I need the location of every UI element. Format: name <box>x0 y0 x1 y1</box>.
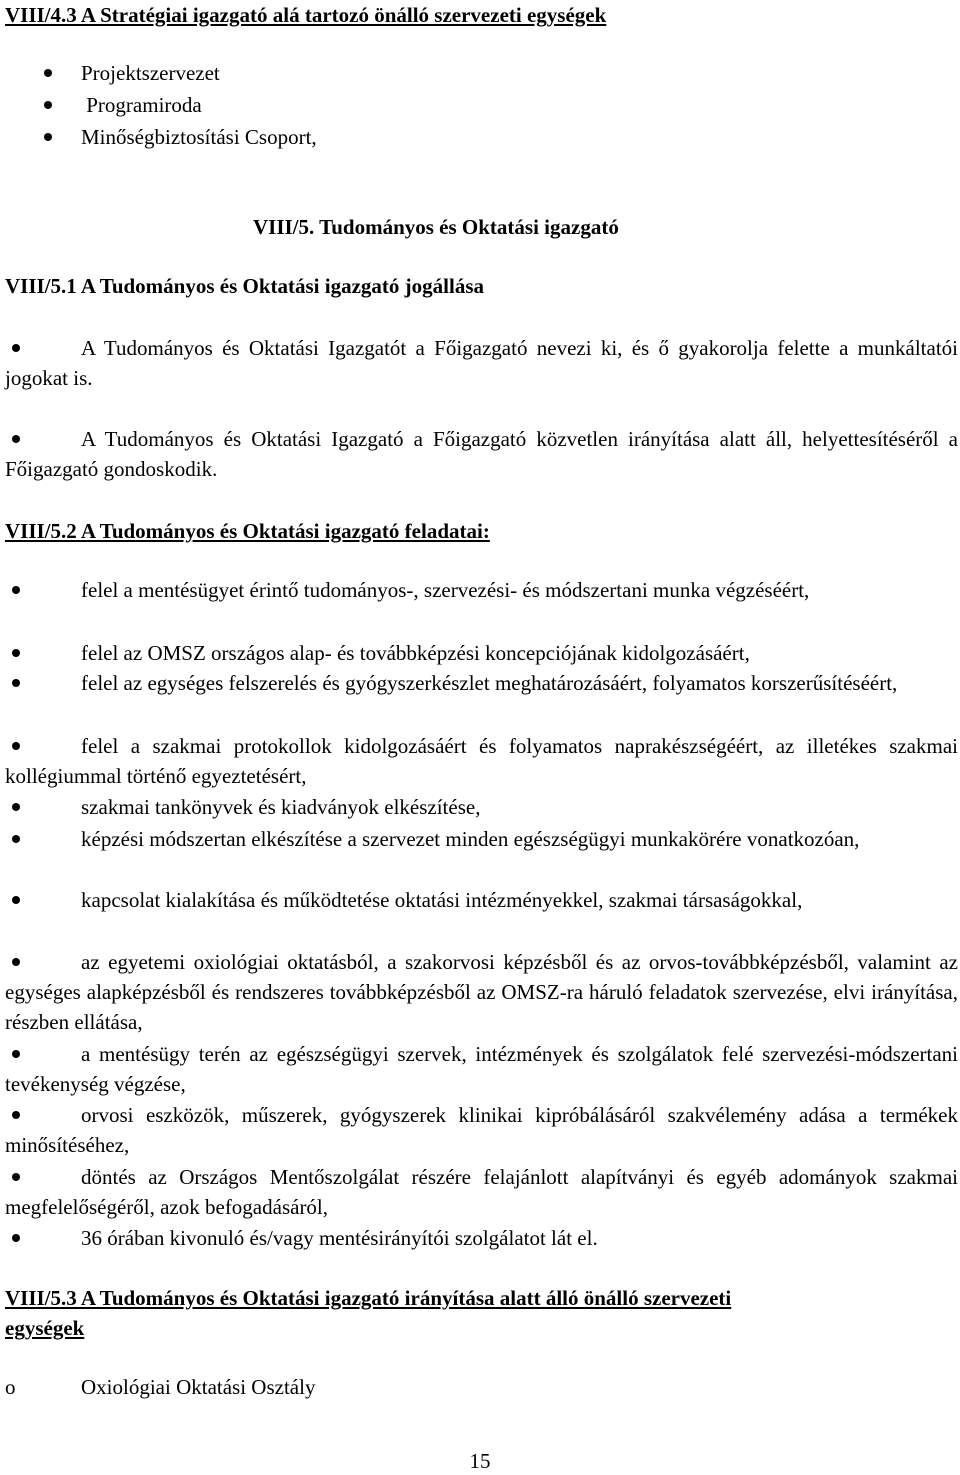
bullet-icon <box>12 586 20 594</box>
status-paragraph-2: A Tudományos és Oktatási Igazgató a Főigazgató közvetlen irányítása alatt áll, helyettesítéséről a Főigazgató gondoskodik. <box>5 427 958 481</box>
bullet-icon <box>12 1234 20 1242</box>
status-paragraph-1: A Tudományos és Oktatási Igazgatót a Főigazgató nevezi ki, és ő gyakorolja felette a munkáltatói jogokat is. <box>5 336 958 390</box>
circle-marker-icon: o <box>5 1375 16 1399</box>
bullet-icon <box>44 69 52 77</box>
task-item: 36 órában kivonuló és/vagy mentésirányítói szolgálatot lát el. <box>5 1223 958 1253</box>
section-8-5-3-heading-line1: VIII/5.3 A Tudományos és Oktatási igazgató irányítása alatt álló önálló szervezeti <box>5 1286 732 1310</box>
bullet-icon <box>44 101 52 109</box>
bullet-icon <box>12 344 20 352</box>
bullet-icon <box>12 835 20 843</box>
list-item: Projektszervezet <box>0 57 317 89</box>
bullet-icon <box>12 896 20 904</box>
section-8-4-3-heading: VIII/4.3 A Stratégiai igazgató alá tartozó önálló szervezeti egységek <box>5 3 607 27</box>
task-item: döntés az Országos Mentőszolgálat részére felajánlott alapítványi és egyéb adományok szakmai megfelelőségéről, azok befogadásáról, <box>5 1165 958 1219</box>
bullet-icon <box>12 649 20 657</box>
section-8-5-1-heading: VIII/5.1 A Tudományos és Oktatási igazgató jogállása <box>5 274 485 298</box>
task-item: az egyetemi oxiológiai oktatásból, a szakorvosi képzésből és az orvos-továbbképzésből, valamint az egységes alapképzésből és rendszeres továbbképzésből az OMSZ-ra háruló feladatok szervezése, elvi irányítása, részben ellátása, <box>5 950 958 1034</box>
section-8-5-title: VIII/5. Tudományos és Oktatási igazgató <box>253 215 619 239</box>
task-item: felel az egységes felszerelés és gyógyszerkészlet meghatározásáért, folyamatos korszerűsítéséért, <box>5 668 958 698</box>
bullet-icon <box>44 133 52 141</box>
section-8-5-3-heading-line2: egységek <box>5 1316 85 1340</box>
bullet-icon <box>12 958 20 966</box>
task-item: a mentésügy terén az egészségügyi szervek, intézmények és szolgálatok felé szervezési-módszertani tevékenység végzése, <box>5 1042 958 1096</box>
bullet-icon <box>12 1111 20 1119</box>
section-8-5-2-heading: VIII/5.2 A Tudományos és Oktatási igazgató feladatai: <box>5 519 490 543</box>
task-item: felel az OMSZ országos alap- és továbbképzési koncepciójának kidolgozásáért, <box>5 638 958 668</box>
task-item: kapcsolat kialakítása és működtetése oktatási intézményekkel, szakmai társaságokkal, <box>5 885 958 915</box>
task-item: képzési módszertan elkészítése a szervezet minden egészségügyi munkakörére vonatkozóan, <box>5 824 958 854</box>
list-item: Minőségbiztosítási Csoport, <box>0 121 317 153</box>
bullet-icon <box>12 435 20 443</box>
page-number: 15 <box>469 1449 491 1473</box>
list-item: Programiroda <box>0 89 317 121</box>
bullet-icon <box>12 742 20 750</box>
section-8-4-3-list <box>0 57 317 153</box>
list-item-label: Oxiológiai Oktatási Osztály <box>81 1375 316 1399</box>
bullet-icon <box>12 1173 20 1181</box>
task-item: felel a szakmai protokollok kidolgozásáért és folyamatos naprakészségéért, az illetékes szakmai kollégiummal történő egyeztetésért, <box>5 734 958 788</box>
task-item: felel a mentésügyet érintő tudományos-, szervezési- és módszertani munka végzéséért, <box>5 575 958 605</box>
task-item: orvosi eszközök, műszerek, gyógyszerek klinikai kipróbálásáról szakvélemény adása a termékek minősítéséhez, <box>5 1103 958 1157</box>
bullet-icon <box>12 1050 20 1058</box>
bullet-icon <box>12 679 20 687</box>
bullet-icon <box>12 803 20 811</box>
task-item: szakmai tankönyvek és kiadványok elkészítése, <box>5 792 958 822</box>
